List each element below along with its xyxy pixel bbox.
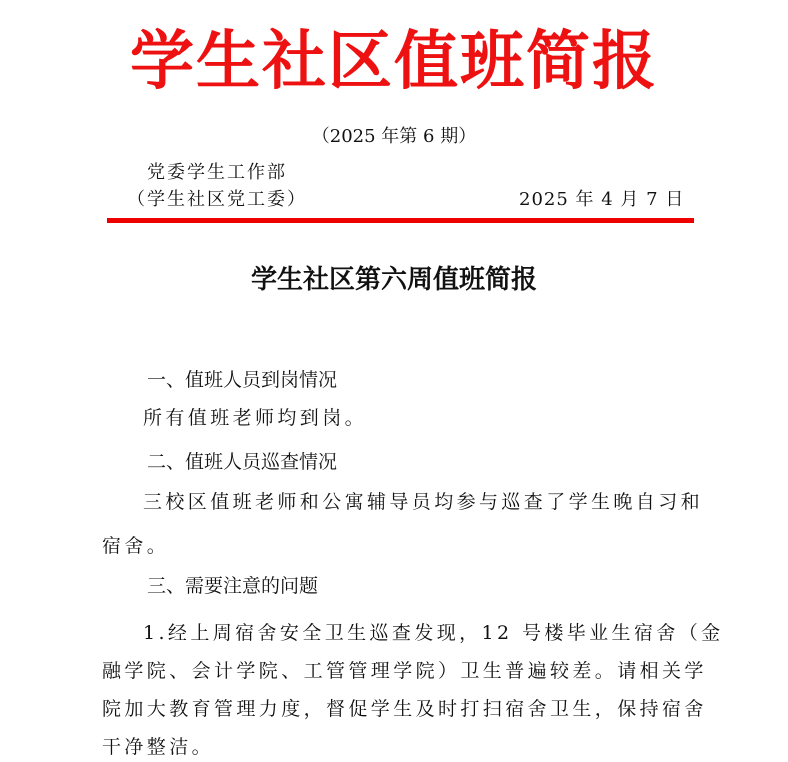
section-2-paragraph-line-2: 宿舍。 xyxy=(102,535,170,557)
issue-number: （2025 年第 6 期） xyxy=(311,126,477,147)
section-3-paragraph-line-4: 干净整洁。 xyxy=(102,736,215,758)
section-2-paragraph-line-1: 三校区值班老师和公寓辅导员均参与巡查了学生晚自习和 xyxy=(143,491,704,513)
section-heading-3: 三、需要注意的问题 xyxy=(147,575,319,597)
section-3-paragraph-line-2: 融学院、会计学院、工管管理学院）卫生普遍较差。请相关学 xyxy=(102,660,707,682)
red-header-rule xyxy=(107,218,694,223)
document-title: 学生社区第六周值班简报 xyxy=(250,265,537,295)
masthead-title: 学生社区值班简报 xyxy=(130,24,658,99)
issuer-committee: （学生社区党工委） xyxy=(127,189,307,210)
publish-date: 2025 年 4 月 7 日 xyxy=(519,189,685,210)
section-3-paragraph-line-3: 院加大教育管理力度，督促学生及时打扫宿舍卫生，保持宿舍 xyxy=(102,698,707,720)
section-1-paragraph: 所有值班老师均到岗。 xyxy=(143,407,368,429)
section-heading-1: 一、值班人员到岗情况 xyxy=(147,369,338,391)
issuer-department: 党委学生工作部 xyxy=(147,162,287,183)
section-heading-2: 二、值班人员巡查情况 xyxy=(147,451,338,473)
section-3-paragraph-line-1: 1.经上周宿舍安全卫生巡查发现，12 号楼毕业生宿舍（金 xyxy=(143,622,724,644)
